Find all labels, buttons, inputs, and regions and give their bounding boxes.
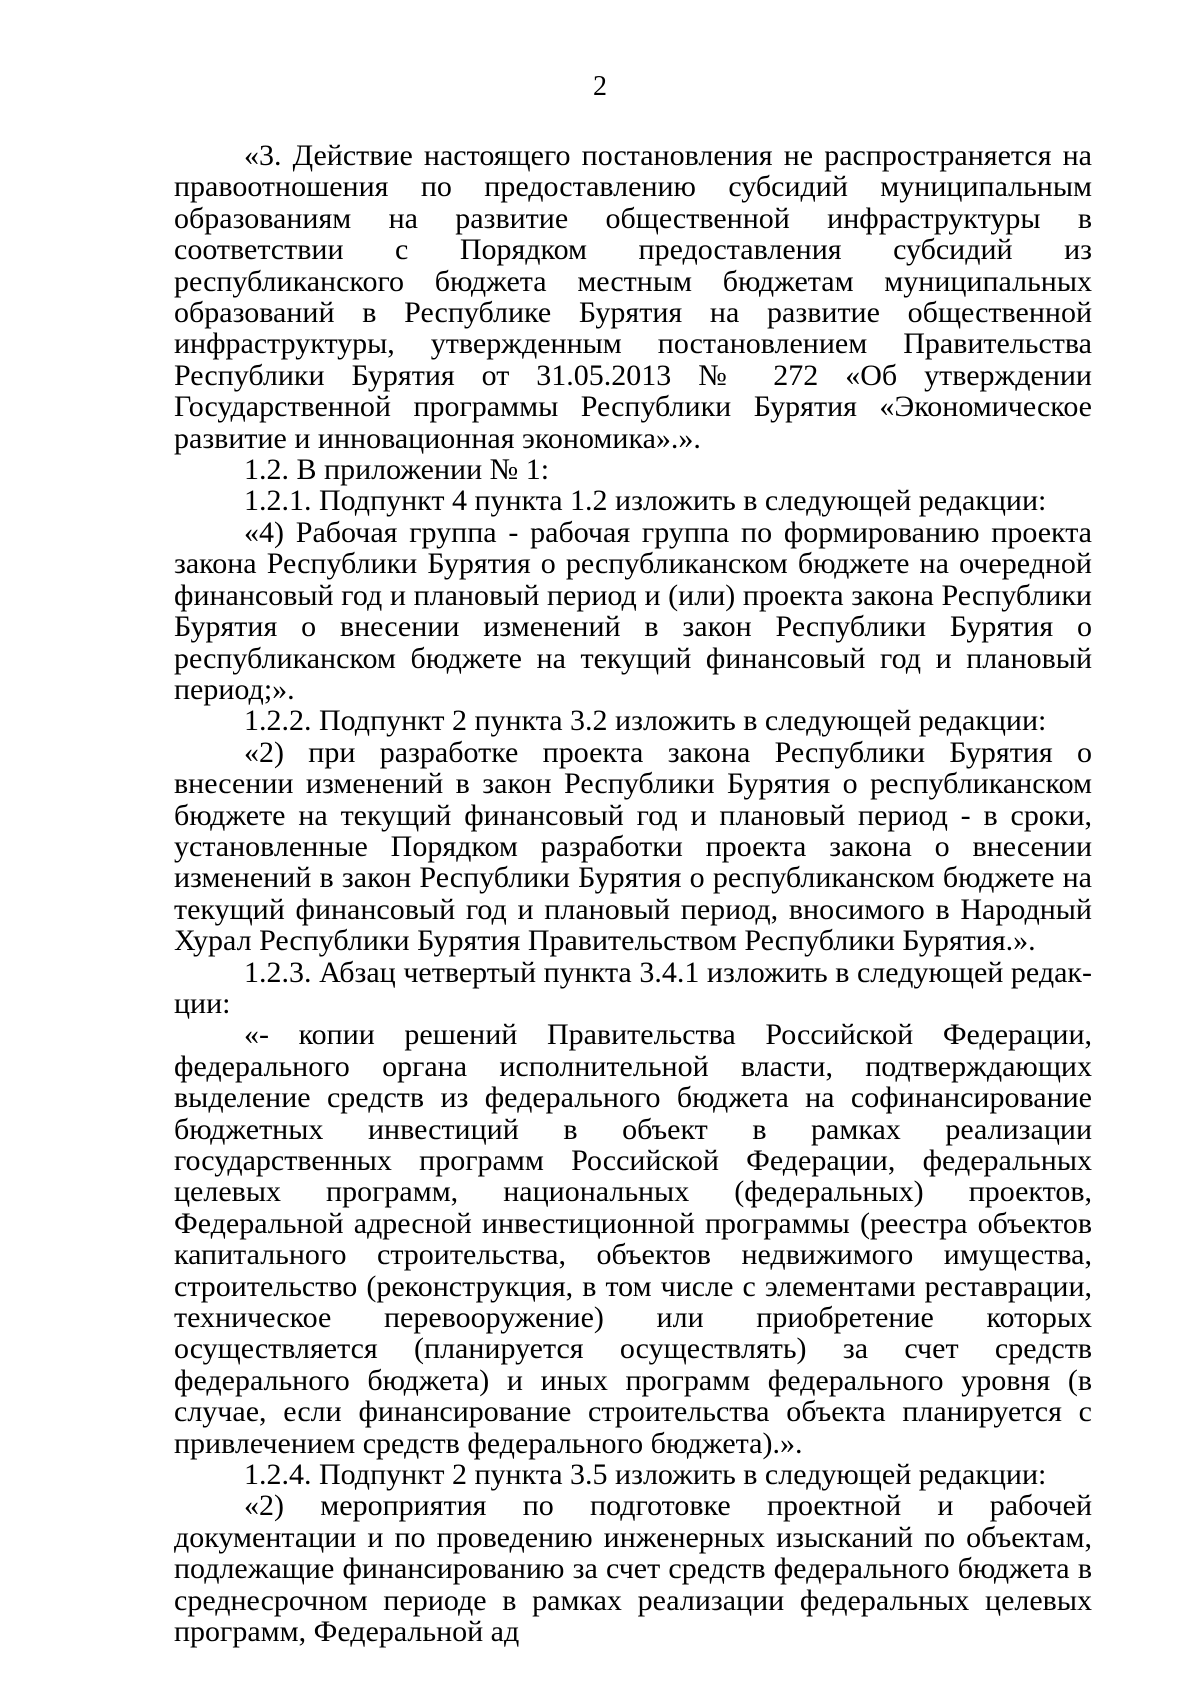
paragraph-1-2-4: 1.2.4. Подпункт 2 пункта 3.5 изложить в следующей редакции: — [244, 1458, 1047, 1492]
paragraph-copies-of-decisions: «- копии решений Правительства Российской Федерации, федерального органа исполнительной власти, подтверждающих выделение средств из федерального бюджета на софинансирование бюджетных инвестиций в объект в рамках реализации государственных программ Российской Федерации, федеральных целевых программ, национальных (федеральных) проектов, Федеральной адресной инвестиционной программы (реестра объектов капитального строительства, объектов недвижимого имущества, строительство (реконструкция, в том числе с элементами реставрации, техническое перевооружение) или приобретение которых осуществляется (планируется осуществлять) за счет средств федерального бюджета) и иных программ федерального уровня (в случае, если финансирование строительства объекта планируется с привлечением средств федерального бюджета).». — [174, 1018, 1092, 1460]
paragraph-subclause-4: «4) Рабочая группа - рабочая группа по формированию проекта закона Республики Бурятия о республиканском бюджете на очередной финансовый год и плановый период и (или) проекта закона Республики Бурятия о внесении изменений в закон Республики Бурятия о республиканском бюджете на текущий финансовый год и плановый период;». — [174, 515, 1092, 706]
paragraph-1-2-2: 1.2.2. Подпункт 2 пункта 3.2 изложить в следующей редакции: — [244, 704, 1047, 738]
paragraph-1-2-3: 1.2.3. Абзац четвертый пункта 3.4.1 изложить в следующей редакции: — [174, 955, 1092, 1020]
paragraph-subclause-2: «2) при разработке проекта закона Республики Бурятия о внесении изменений в закон Республики Бурятия о республиканском бюджете на текущий финансовый год и плановый период - в сроки, установленные Порядком разработки проекта закона о внесении изменений в закон Республики Бурятия о республиканском бюджете на текущий финансовый год и плановый период, вносимого в Народный Хурал Республики Бурятия Правительством Республики Бурятия.». — [174, 735, 1092, 958]
paragraph-1-2: 1.2. В приложении № 1: — [244, 453, 550, 487]
paragraph-measures: «2) мероприятия по подготовке проектной и рабочей документации и по проведению инженерных изысканий по объектам, подлежащие финансированию за счет средств федерального бюджета в среднесрочном периоде в рамках реализации федеральных целевых программ, Федеральной ад — [174, 1489, 1092, 1649]
paragraph-clause-3: «3. Действие настоящего постановления не распространяется на правоотношения по предоставлению субсидий муниципальным образованиям на развитие общественной инфраструктуры в соответствии с Порядком предоставления субсидий из республиканского бюджета местным бюджетам муниципальных образований в Республике Бурятия на развитие общественной инфраструктуры, утвержденным постановлением Правительства Республики Бурятия от 31.05.2013 № 272 «Об утверждении Государственной программы Республики Бурятия «Экономическое развитие и инновационная экономика».». — [174, 139, 1092, 455]
page-number: 2 — [593, 71, 607, 102]
document-body — [174, 140, 1092, 1648]
paragraph-1-2-1: 1.2.1. Подпункт 4 пункта 1.2 изложить в следующей редакции: — [244, 484, 1047, 518]
